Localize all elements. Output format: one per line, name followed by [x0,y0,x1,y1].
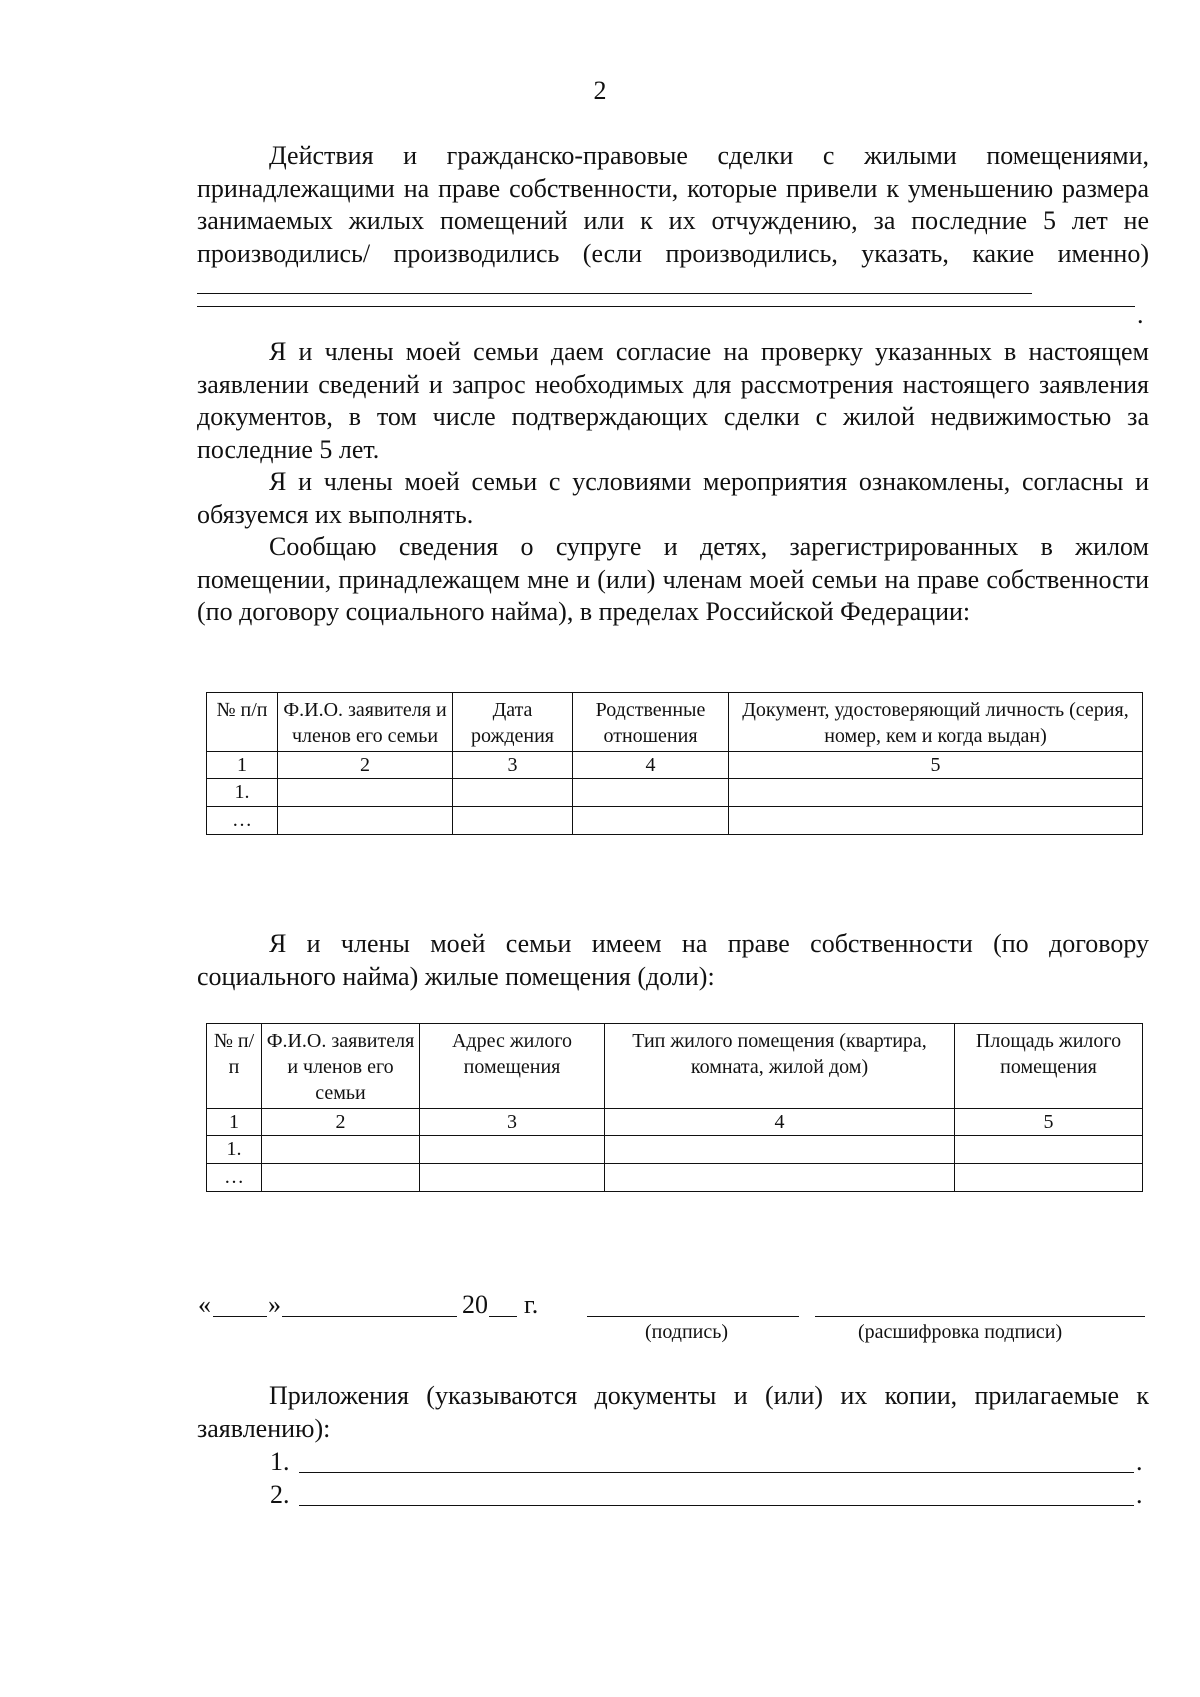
paragraph-consent: Я и члены моей семьи даем согласие на проверку указанных в настоящем заявлении сведений и запрос необходимых для рассмотрения настоящего заявления документов, в том числе подтверждающих сделки с жилой недвижимостью за последние 5 лет. [197,337,1149,464]
table-cell[interactable] [955,1136,1143,1164]
table-cell: 1. [207,1136,262,1164]
table-column-numbers-row [207,752,1143,779]
date-close-quote: » [268,1290,281,1319]
table-header-cell: Ф.И.О. заявителя и членов его семьи [278,693,453,752]
paragraph-property: Я и члены моей семьи имеем на праве собственности (по договору социального найма) жилые помещения (доли): [197,929,1149,991]
signature-caption: (подпись) [645,1321,729,1343]
attachment-item-label: 2. [270,1480,290,1509]
table-header-row [207,693,1143,752]
date-year-field[interactable] [489,1316,517,1317]
table-cell[interactable] [729,807,1143,835]
table-cell[interactable] [278,807,453,835]
table-row [207,807,1143,835]
table-cell[interactable] [420,1136,605,1164]
date-month-field[interactable] [282,1316,457,1317]
table-cell[interactable] [262,1164,420,1192]
table-header-row [207,1024,1143,1109]
table-header-cell: Ф.И.О. заявителя и членов его семьи [262,1024,420,1109]
table-cell: 5 [729,752,1143,779]
paragraph-transactions-text: Действия и гражданско-правовые сделки с жилыми помещениями, принадлежащими на праве собственности, которые привели к уменьшению размера занимаемых жилых помещений или к их отчуждению, за последние 5 лет не производились/ производились (если производились, указать, какие именно) [197,141,1149,268]
table-cell[interactable] [605,1136,955,1164]
table-cell: … [207,1164,262,1192]
page-number: 2 [593,76,607,105]
table-header-cell: № п/п [207,1024,262,1109]
table-cell: 2 [262,1109,420,1136]
table-header-cell: Дата рождения [453,693,573,752]
paragraph-transactions [197,140,1149,303]
table-cell[interactable] [955,1164,1143,1192]
transactions-end-mark: . [1137,300,1144,329]
table-cell: 1. [207,779,278,807]
table-cell: 2 [278,752,453,779]
table-cell[interactable] [573,807,729,835]
date-day-field[interactable] [213,1316,267,1317]
date-open-quote: « [198,1290,211,1319]
table-cell[interactable] [605,1164,955,1192]
table-header-cell: Документ, удостоверяющий личность (серия, номер, кем и когда выдан) [729,693,1143,752]
table-header-cell: Тип жилого помещения (квартира, комната, жилой дом) [605,1024,955,1109]
table-cell: 3 [420,1109,605,1136]
table-cell[interactable] [262,1136,420,1164]
attachment-item-label: 1. [270,1447,290,1476]
table-cell: 3 [453,752,573,779]
table-header-cell: Площадь жилого помещения [955,1024,1143,1109]
table-row [207,779,1143,807]
paragraph-conditions: Я и члены моей семьи с условиями мероприятия ознакомлены, согласны и обязуемся их выполнять. [197,467,1149,529]
property-table [206,1023,1143,1192]
table-cell[interactable] [453,807,573,835]
signature-field[interactable] [587,1316,799,1317]
attachments-intro: Приложения (указываются документы и (или) их копии, прилагаемые к заявлению): [197,1381,1149,1443]
table-row [207,1164,1143,1192]
table-cell: 1 [207,752,278,779]
attachment-item-end: . [1136,1480,1143,1509]
table-cell: 1 [207,1109,262,1136]
table-column-numbers-row [207,1109,1143,1136]
table-header-cell: № п/п [207,693,278,752]
table-cell[interactable] [278,779,453,807]
transactions-blank-line-2 [197,306,1135,307]
table-header-cell: Родственные отношения [573,693,729,752]
date-year-prefix: 20 [462,1290,488,1319]
transactions-blank-line [197,271,1032,294]
date-year-suffix: г. [524,1290,539,1319]
table-cell[interactable] [420,1164,605,1192]
attachment-item-end: . [1136,1447,1143,1476]
table-cell: 4 [605,1109,955,1136]
table-cell: 4 [573,752,729,779]
paragraph-family-info: Сообщаю сведения о супруге и детях, зарегистрированных в жилом помещении, принадлежащем мне и (или) членам моей семьи на праве собственности (по договору социального найма), в пределах Российской Федерации: [197,532,1149,626]
table-cell: 5 [955,1109,1143,1136]
family-members-table [206,692,1143,835]
table-cell[interactable] [729,779,1143,807]
table-cell[interactable] [453,779,573,807]
table-cell: … [207,807,278,835]
signature-decoding-caption: (расшифровка подписи) [858,1321,1063,1343]
attachment-item-field[interactable] [299,1505,1134,1506]
table-cell[interactable] [573,779,729,807]
signature-decoding-field[interactable] [815,1316,1145,1317]
table-header-cell: Адрес жилого помещения [420,1024,605,1109]
table-row [207,1136,1143,1164]
attachment-item-field[interactable] [299,1472,1134,1473]
